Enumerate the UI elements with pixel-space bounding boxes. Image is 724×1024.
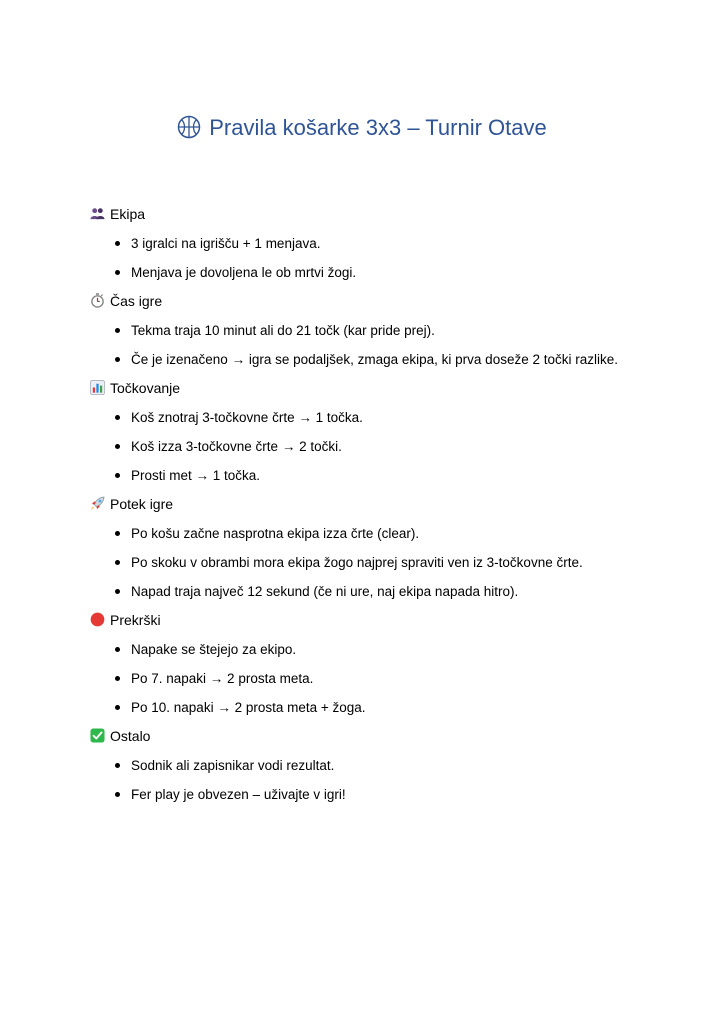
- section-list: [90, 751, 690, 809]
- list-item-text: 3 igralci na igrišču + 1 menjava.: [131, 236, 321, 251]
- list-item: [90, 780, 690, 809]
- bullet-icon: [115, 763, 120, 768]
- list-item-text: Napake se štejejo za ekipo.: [131, 642, 297, 657]
- list-item-text: Če je izenačeno → igra se podaljšek, zmaga ekipa, ki prva doseže 2 točki razlike.: [131, 352, 618, 367]
- bullet-icon: [115, 676, 120, 681]
- list-item: [90, 519, 690, 548]
- list-item: [90, 403, 690, 432]
- list-item-text: Napad traja največ 12 sekund (če ni ure, naj ekipa napada hitro).: [131, 584, 519, 599]
- bullet-icon: [115, 241, 120, 246]
- list-item: [90, 635, 690, 664]
- list-item: [90, 577, 690, 606]
- section-heading-row: [90, 722, 690, 751]
- bullet-icon: [115, 647, 120, 652]
- list-item: [90, 316, 690, 345]
- list-item: [90, 432, 690, 461]
- bullet-icon: [115, 792, 120, 797]
- list-item-text: Po 10. napaki → 2 prosta meta + žoga.: [131, 700, 366, 715]
- bullet-icon: [115, 357, 120, 362]
- bullet-icon: [115, 270, 120, 275]
- list-item: [90, 664, 690, 693]
- section-heading: Prekrški: [110, 612, 161, 628]
- list-item: [90, 693, 690, 722]
- list-item-text: Prosti met → 1 točka.: [131, 468, 261, 483]
- bullet-icon: [115, 589, 120, 594]
- bullet-icon: [115, 444, 120, 449]
- stopwatch-icon: [90, 293, 105, 308]
- document-title: Pravila košarke 3x3 – Turnir Otave: [209, 115, 547, 140]
- bullet-icon: [115, 473, 120, 478]
- list-item-text: Tekma traja 10 minut ali do 21 točk (kar pride prej).: [131, 323, 435, 338]
- list-item-text: Po košu začne nasprotna ekipa izza črte (clear).: [131, 526, 420, 541]
- document-title-row: [0, 113, 724, 143]
- rules-content: [90, 200, 690, 809]
- check-mark-icon: [90, 728, 105, 743]
- people-icon: [90, 206, 105, 221]
- section-list: [90, 403, 690, 490]
- section-heading-row: [90, 287, 690, 316]
- section-ostalo: [90, 722, 690, 809]
- section-prekrski: [90, 606, 690, 722]
- list-item: [90, 229, 690, 258]
- section-heading-row: [90, 606, 690, 635]
- section-ekipa: [90, 200, 690, 287]
- list-item-text: Sodnik ali zapisnikar vodi rezultat.: [131, 758, 335, 773]
- list-item: [90, 548, 690, 577]
- bar-chart-icon: [90, 380, 105, 395]
- section-potek-igre: [90, 490, 690, 606]
- rocket-icon: [90, 496, 105, 511]
- list-item: [90, 751, 690, 780]
- section-heading: Točkovanje: [110, 380, 181, 396]
- list-item: [90, 345, 690, 374]
- list-item-text: Fer play je obvezen – uživajte v igri!: [131, 787, 346, 802]
- bullet-icon: [115, 705, 120, 710]
- list-item-text: Menjava je dovoljena le ob mrtvi žogi.: [131, 265, 357, 280]
- list-item-text: Koš izza 3-točkovne črte → 2 točki.: [131, 439, 342, 454]
- list-item: [90, 461, 690, 490]
- section-list: [90, 519, 690, 606]
- section-heading-row: [90, 374, 690, 403]
- basketball-icon: [177, 115, 201, 139]
- section-heading: Ekipa: [110, 206, 146, 222]
- section-heading-row: [90, 200, 690, 229]
- list-item-text: Po 7. napaki → 2 prosta meta.: [131, 671, 314, 686]
- section-list: [90, 316, 690, 374]
- bullet-icon: [115, 415, 120, 420]
- bullet-icon: [115, 560, 120, 565]
- list-item: [90, 258, 690, 287]
- section-heading: Čas igre: [110, 293, 163, 309]
- section-heading: Ostalo: [110, 728, 151, 744]
- bullet-icon: [115, 328, 120, 333]
- section-heading: Potek igre: [110, 496, 174, 512]
- list-item-text: Koš znotraj 3-točkovne črte → 1 točka.: [131, 410, 363, 425]
- list-item-text: Po skoku v obrambi mora ekipa žogo najprej spraviti ven iz 3-točkovne črte.: [131, 555, 583, 570]
- red-circle-icon: [90, 612, 105, 627]
- section-list: [90, 635, 690, 722]
- section-cas-igre: [90, 287, 690, 374]
- section-tockovanje: [90, 374, 690, 490]
- section-list: [90, 229, 690, 287]
- section-heading-row: [90, 490, 690, 519]
- bullet-icon: [115, 531, 120, 536]
